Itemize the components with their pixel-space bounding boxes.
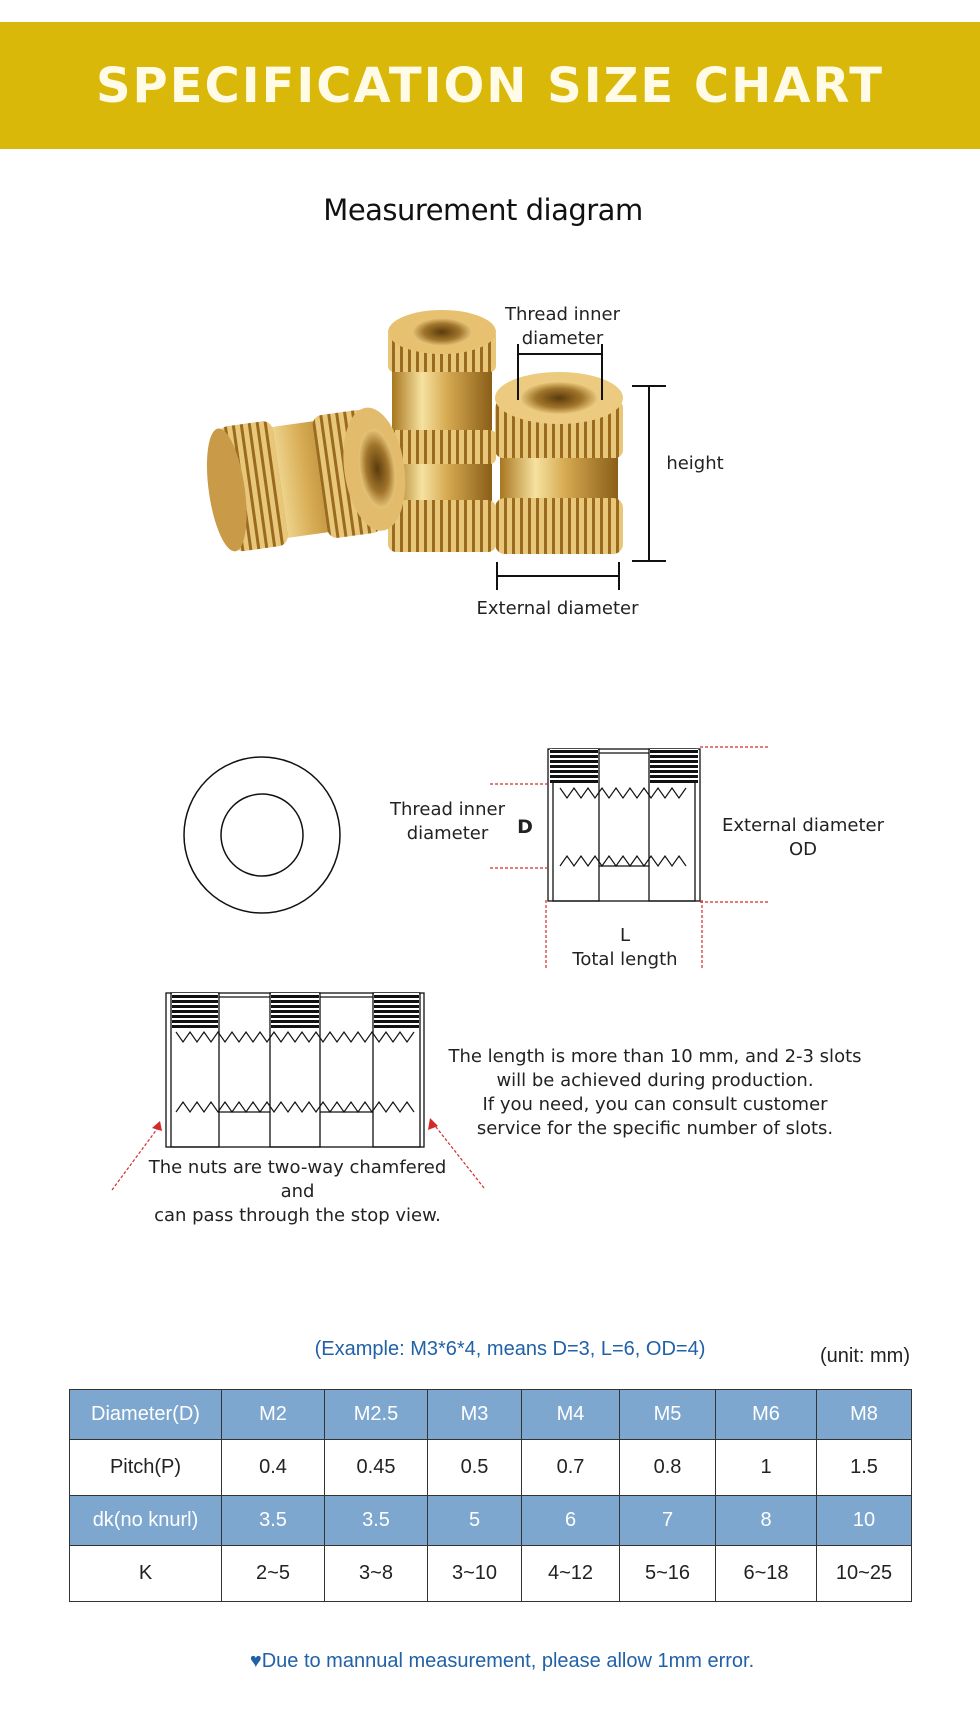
- measurement-error-note: ♥Due to mannual measurement, please allow 1mm error.: [249, 1650, 755, 1672]
- table-cell: M8: [817, 1390, 912, 1440]
- table-row-k: [70, 1546, 912, 1602]
- table-cell: M2.5: [325, 1390, 428, 1440]
- table-cell: 7: [620, 1496, 716, 1546]
- table-cell: 3~8: [325, 1546, 428, 1602]
- d-symbol: D: [517, 816, 533, 838]
- row-label: dk(no knurl): [70, 1496, 222, 1546]
- table-cell: M5: [620, 1390, 716, 1440]
- table-cell: M4: [522, 1390, 620, 1440]
- photo-external-diameter-label: External diameter: [476, 598, 639, 619]
- example-text: (Example: M3*6*4, means D=3, L=6, OD=4): [314, 1338, 706, 1360]
- table-cell: 4~12: [522, 1546, 620, 1602]
- drawing-thread-inner-line1: Thread inner: [390, 799, 505, 820]
- l-symbol: L: [619, 925, 631, 946]
- photo-thread-inner-label: [490, 303, 635, 351]
- total-length-text: Total length: [572, 949, 678, 970]
- table-row-dk: [70, 1496, 912, 1546]
- chamfer-note: [130, 1156, 465, 1228]
- table-cell: 2~5: [222, 1546, 325, 1602]
- slots-note-line2: will be achieved during production.: [496, 1070, 814, 1091]
- table-cell: M3: [428, 1390, 522, 1440]
- table-cell: 0.4: [222, 1440, 325, 1496]
- row-label: K: [70, 1546, 222, 1602]
- table-cell: 10~25: [817, 1546, 912, 1602]
- table-cell: 6~18: [716, 1546, 817, 1602]
- table-cell: M2: [222, 1390, 325, 1440]
- table-cell: 5~16: [620, 1546, 716, 1602]
- table-row-pitch: [70, 1440, 912, 1496]
- total-length-label: [560, 924, 690, 972]
- row-label: Pitch(P): [70, 1440, 222, 1496]
- photo-thread-inner-line1: Thread inner: [505, 304, 620, 325]
- drawing-external-line2: OD: [788, 839, 818, 860]
- table-cell: 3~10: [428, 1546, 522, 1602]
- table-cell: 3.5: [222, 1496, 325, 1546]
- banner-title: SPECIFICATION SIZE CHART: [95, 57, 885, 114]
- table-cell: 10: [817, 1496, 912, 1546]
- table-cell: 0.8: [620, 1440, 716, 1496]
- drawing-thread-inner-line2: diameter: [406, 823, 489, 844]
- measurement-diagram-title: Measurement diagram: [323, 193, 643, 227]
- table-cell: 0.7: [522, 1440, 620, 1496]
- table-cell: M6: [716, 1390, 817, 1440]
- table-cell: 5: [428, 1496, 522, 1546]
- photo-height-label: height: [666, 453, 724, 474]
- top-view-ring: [184, 757, 340, 913]
- drawing-external-line1: External diameter: [722, 815, 884, 836]
- drawing-thread-inner-label: [385, 798, 510, 846]
- table-cell: 8: [716, 1496, 817, 1546]
- slots-note-line3: If you need, you can consult customer: [482, 1094, 828, 1115]
- row-label: Diameter(D): [70, 1390, 222, 1440]
- table-row-diameter: [70, 1390, 912, 1440]
- drawing-external-diameter-label: [718, 814, 888, 862]
- slots-note: [445, 1045, 865, 1141]
- table-cell: 0.5: [428, 1440, 522, 1496]
- chamfer-note-line2: can pass through the stop view.: [154, 1205, 441, 1226]
- unit-text: (unit: mm): [820, 1345, 910, 1367]
- table-cell: 1.5: [817, 1440, 912, 1496]
- table-cell: 1: [716, 1440, 817, 1496]
- table-cell: 0.45: [325, 1440, 428, 1496]
- table-cell: 3.5: [325, 1496, 428, 1546]
- table-cell: 6: [522, 1496, 620, 1546]
- spec-table: [69, 1389, 912, 1602]
- slots-note-line1: The length is more than 10 mm, and 2-3 slots: [448, 1046, 862, 1067]
- chamfer-note-line1: The nuts are two-way chamfered and: [148, 1157, 447, 1202]
- slots-note-line4: service for the specific number of slots.: [476, 1118, 834, 1139]
- photo-thread-inner-line2: diameter: [521, 328, 604, 349]
